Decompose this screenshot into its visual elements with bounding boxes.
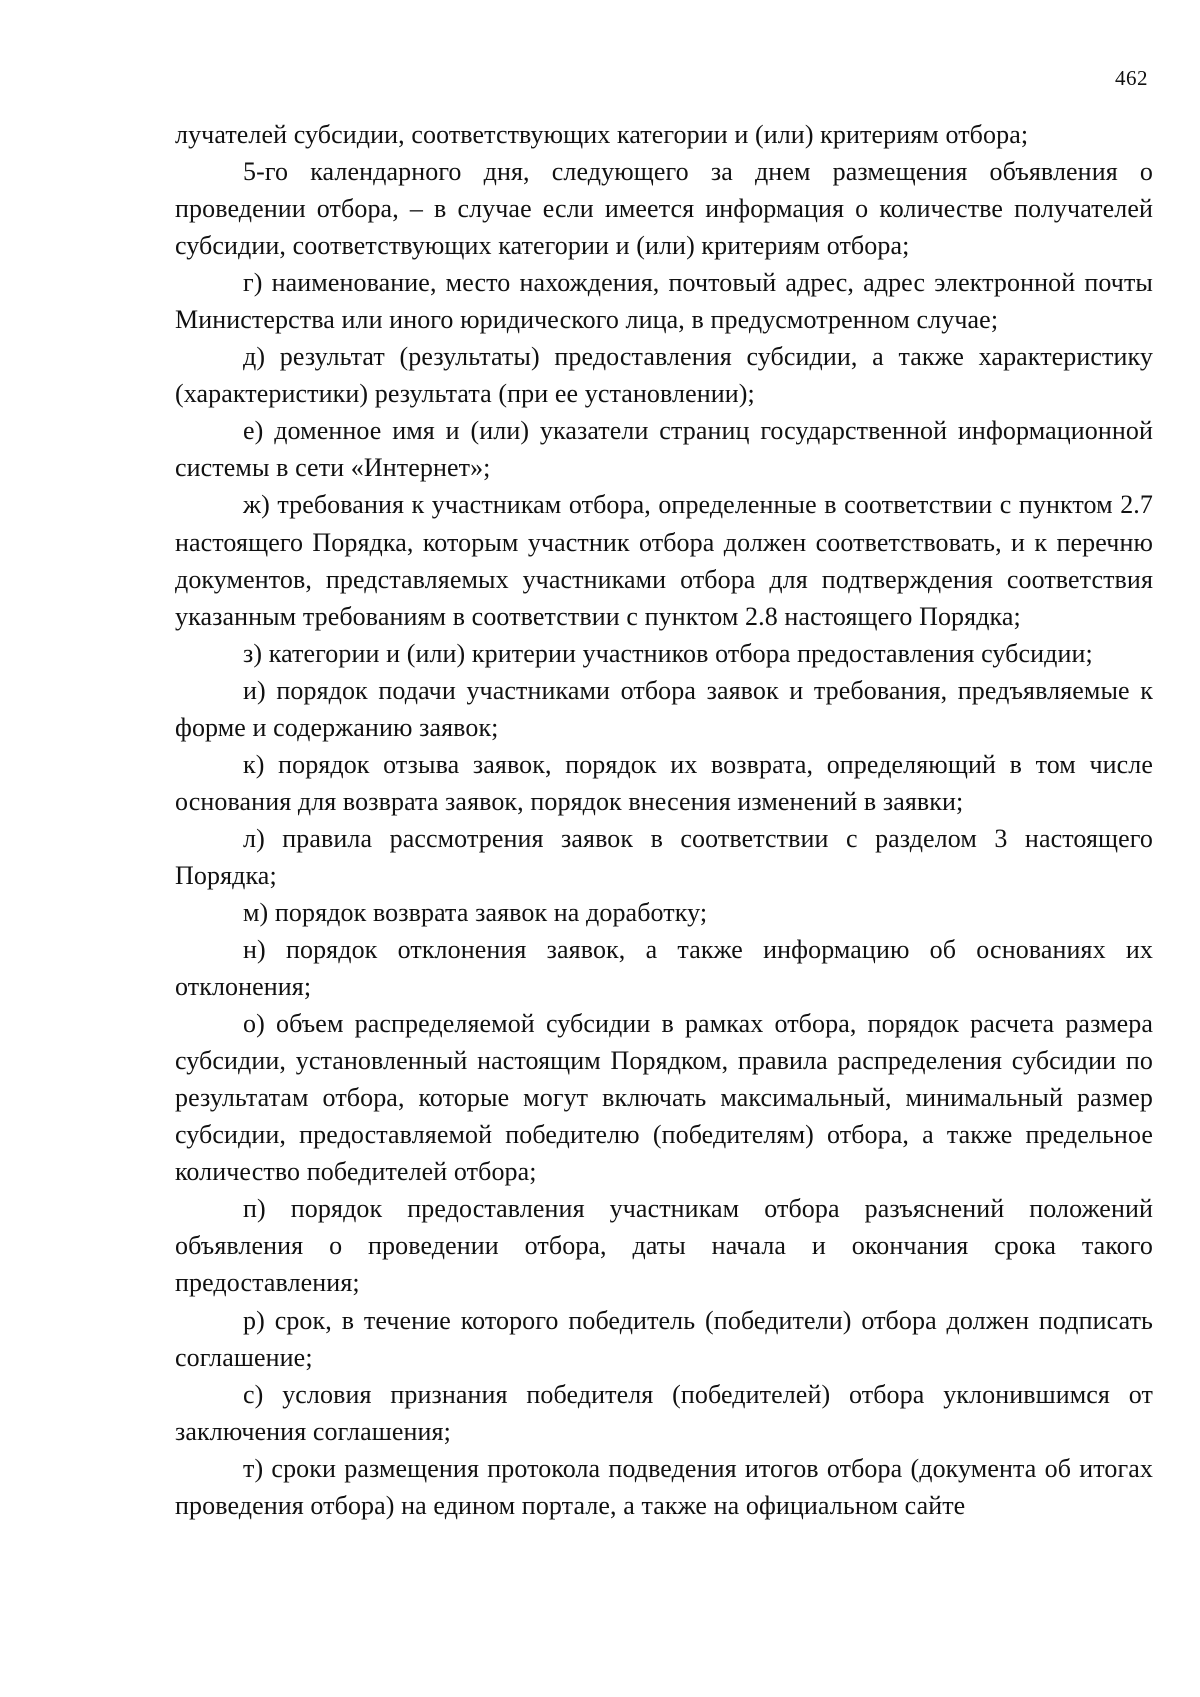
paragraph-r: р) срок, в течение которого победитель (победители) отбора должен подписать соглашение; [175, 1305, 1153, 1372]
paragraph-o: о) объем распределяемой субсидии в рамках отбора, порядок расчета размера субсидии, установленный настоящим Порядком, правила распределения субсидии по результатам отбора, которые могут включать максимальный, минимальный размер субсидии, предоставляемой победителю (победителям) отбора, а также предельное количество победителей отбора; [175, 1009, 1153, 1187]
paragraph-5th-day: 5-го календарного дня, следующего за днем размещения объявления о проведении отбора, – в случае если имеется информация о количестве получателей субсидии, соответствующих категории и (или) критериям отбора; [175, 157, 1153, 261]
paragraph-z: з) категории и (или) критерии участников отбора предоставления субсидии; [243, 638, 1093, 668]
paragraph-m: м) порядок возврата заявок на доработку; [243, 897, 708, 927]
paragraph-s: с) условия признания победителя (победителей) отбора уклонившимся от заключения соглашения; [175, 1379, 1153, 1446]
paragraph-l: л) правила рассмотрения заявок в соответствии с разделом 3 настоящего Порядка; [175, 823, 1153, 890]
paragraph-g: г) наименование, место нахождения, почтовый адрес, адрес электронной почты Министерства или иного юридического лица, в предусмотренном случае; [175, 268, 1153, 335]
paragraph-i: и) порядок подачи участниками отбора заявок и требования, предъявляемые к форме и содержанию заявок; [175, 675, 1153, 742]
paragraph-d: д) результат (результаты) предоставления субсидии, а также характеристику (характеристики) результата (при ее установлении); [175, 342, 1153, 409]
paragraph-t: т) сроки размещения протокола подведения итогов отбора (документа об итогах проведения отбора) на едином портале, а также на официальном сайте [175, 1453, 1153, 1520]
paragraph-continuation: лучателей субсидии, соответствующих категории и (или) критериям отбора; [175, 120, 1029, 149]
document-body [175, 116, 1153, 1524]
paragraph-k: к) порядок отзыва заявок, порядок их возврата, определяющий в том числе основания для возврата заявок, порядок внесения изменений в заявки; [175, 749, 1153, 816]
paragraph-zh: ж) требования к участникам отбора, определенные в соответствии с пунктом 2.7 настоящего Порядка, которым участник отбора должен соответствовать, и к перечню документов, представляемых участниками отбора для подтверждения соответствия указанным требованиям в соответствии с пунктом 2.8 настоящего Порядка; [175, 490, 1153, 631]
paragraph-p: п) порядок предоставления участникам отбора разъяснений положений объявления о проведении отбора, даты начала и окончания срока такого предоставления; [175, 1194, 1153, 1298]
paragraph-e: е) доменное имя и (или) указатели страниц государственной информационной системы в сети «Интернет»; [175, 416, 1153, 483]
page-number: 462 [1115, 66, 1148, 90]
paragraph-n: н) порядок отклонения заявок, а также информацию об основаниях их отклонения; [175, 935, 1153, 1002]
